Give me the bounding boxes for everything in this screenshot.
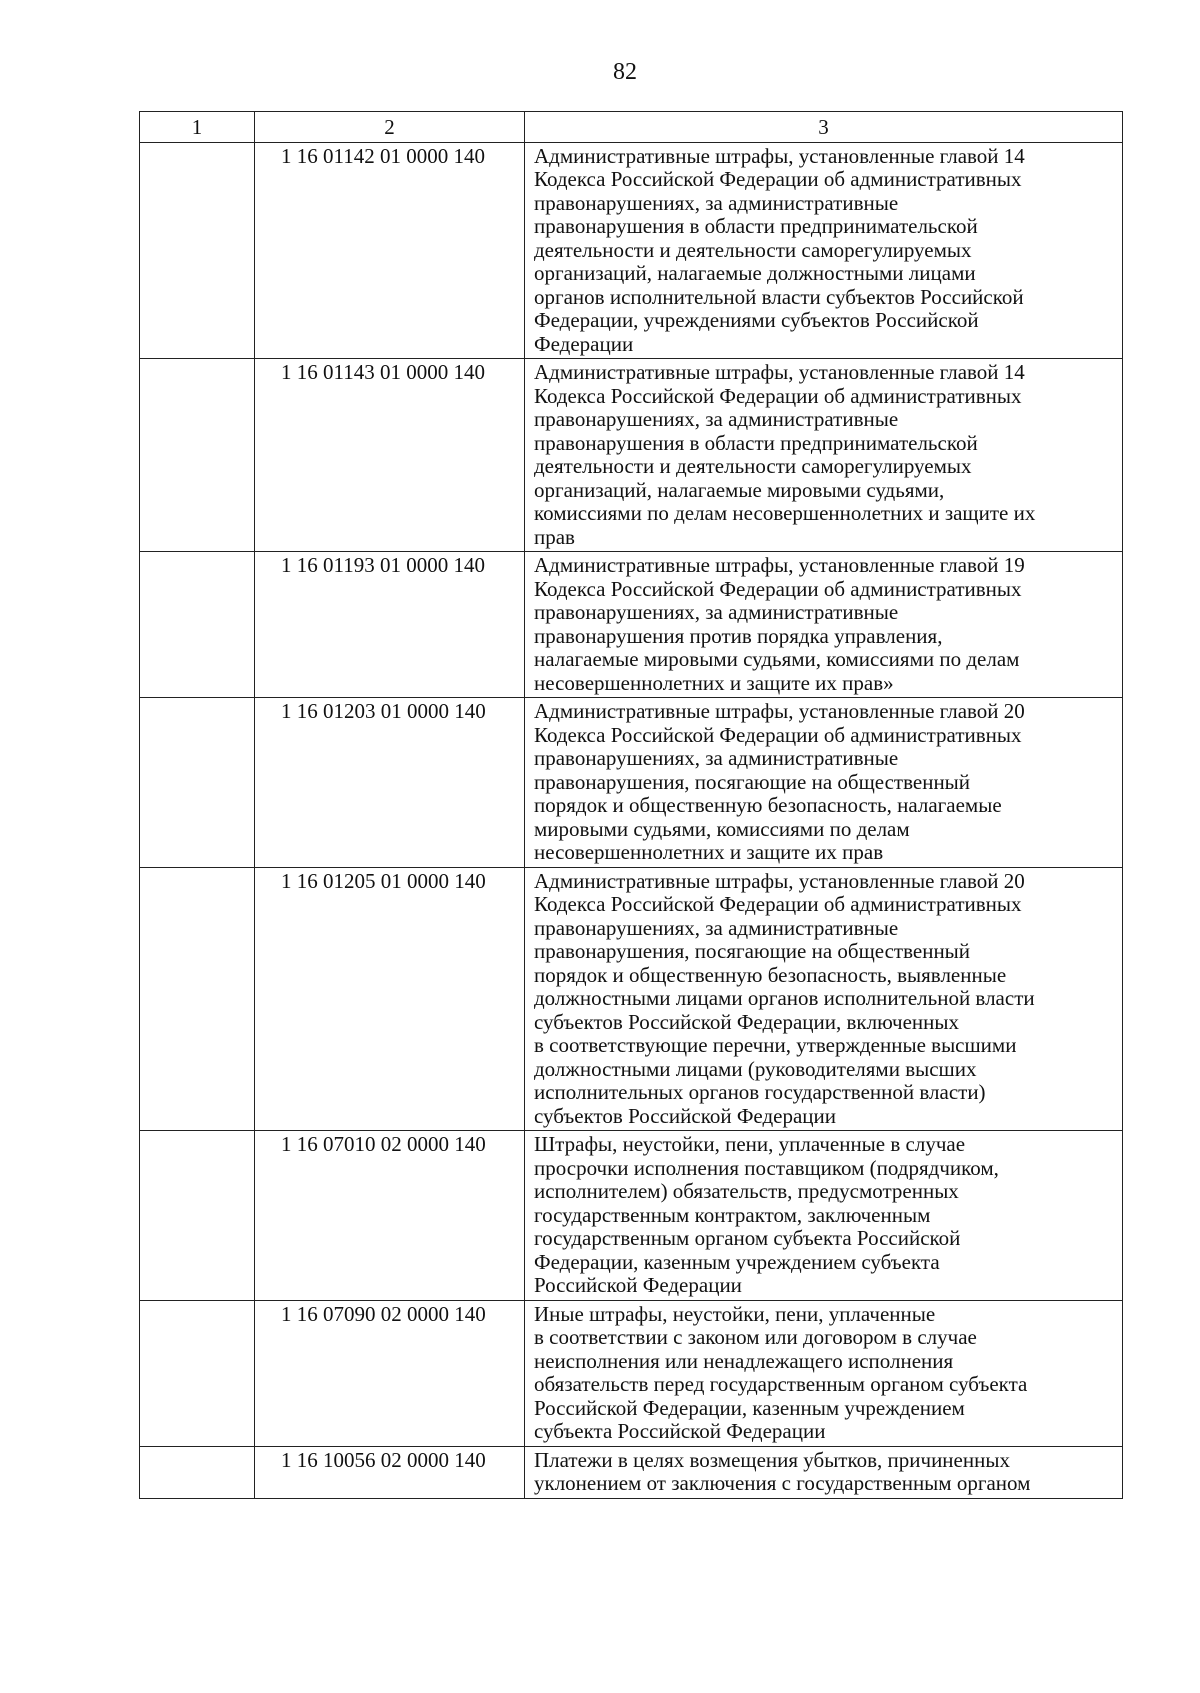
budget-code-cell: 1 16 07010 02 0000 140 [255,1131,525,1301]
description-line: правонарушениях, за административные [534,407,899,431]
table-body [140,142,1123,1498]
row-column-1-cell [140,1131,255,1301]
description-line: деятельности и деятельности саморегулируемых [534,454,972,478]
description-line: Федерации, казенным учреждением субъекта [534,1249,940,1274]
description-line: в соответствующие перечни, утвержденные высшими [534,1033,1017,1057]
description-line: исполнительных органов государственной власти) [534,1080,986,1104]
description-line: комиссиями по делам несовершеннолетних и защите их [534,501,1036,525]
description-line: уклонением от заключения с государственным органом [534,1471,1031,1495]
row-column-1-cell [140,867,255,1131]
description-line: должностными лицами (руководителями высших [534,1056,977,1081]
row-column-1-cell [140,1446,255,1498]
description-line: налагаемые мировыми судьями, комиссиями по делам [534,647,1020,671]
description-line: Кодекса Российской Федерации об административных [534,722,1022,747]
row-column-1-cell [140,142,255,359]
description-line: правонарушениях, за административные [534,600,899,624]
budget-code-cell: 1 16 07090 02 0000 140 [255,1300,525,1446]
description-cell [525,359,1123,552]
description-cell [525,1300,1123,1446]
row-column-1-cell [140,698,255,868]
table-row [140,1300,1123,1446]
budget-code-cell: 1 16 01205 01 0000 140 [255,867,525,1131]
description-line: порядок и общественную безопасность, выявленные [534,962,1007,987]
table-row [140,359,1123,552]
description-line: Кодекса Российской Федерации об административных [534,167,1022,191]
description-line: Федерации, учреждениями субъектов Российской [534,308,979,332]
description-line: мировыми судьями, комиссиями по делам [534,816,910,841]
description-line: органов исполнительной власти субъектов Российской [534,284,1024,309]
description-line: Иные штрафы, неустойки, пени, уплаченные [534,1301,936,1326]
description-line: Административные штрафы, установленные главой 14 [534,360,1025,384]
description-cell [525,142,1123,359]
description-line: обязательств перед государственным органом субъекта [534,1372,1028,1396]
description-line: Кодекса Российской Федерации об административных [534,383,1022,408]
table-row [140,1131,1123,1301]
description-line: Платежи в целях возмещения убытков, причиненных [534,1447,1010,1472]
description-line: Кодекса Российской Федерации об административных [534,892,1022,916]
description-line: Административные штрафы, установленные главой 19 [534,553,1025,577]
description-cell [525,1131,1123,1301]
budget-code-cell: 1 16 01193 01 0000 140 [255,552,525,698]
description-line: Административные штрафы, установленные главой 20 [534,699,1025,723]
description-cell [525,867,1123,1131]
description-line: Российской Федерации, казенным учреждением [534,1395,965,1420]
budget-code-cell: 1 16 01142 01 0000 140 [255,142,525,359]
table-row [140,142,1123,359]
description-line: правонарушениях, за административные [534,190,899,215]
description-line: в соответствии с законом или договором в случае [534,1325,977,1349]
description-line: правонарушения, посягающие на общественный [534,769,971,794]
description-line: неисполнения или ненадлежащего исполнения [534,1348,954,1373]
description-line: государственным контрактом, заключенным [534,1202,931,1227]
description-line: несовершеннолетних и защите их прав» [534,670,894,695]
description-line: порядок и общественную безопасность, налагаемые [534,793,1002,817]
description-line: Кодекса Российской Федерации об административных [534,576,1022,601]
description-line: исполнителем) обязательств, предусмотренных [534,1179,959,1203]
table-row [140,698,1123,868]
table-header-row [140,112,1123,143]
page-number: 82 [613,59,637,85]
description-line: должностными лицами органов исполнительной власти [534,986,1035,1010]
revenue-codes-table [139,111,1123,1499]
description-line: организаций, налагаемые мировыми судьями, [534,477,945,502]
description-line: правонарушениях, за административные [534,746,899,770]
table-row [140,1446,1123,1498]
description-line: Административные штрафы, установленные главой 14 [534,143,1025,168]
description-cell [525,698,1123,868]
description-line: субъектов Российской Федерации, включенных [534,1009,959,1034]
description-line: несовершеннолетних и защите их прав [534,840,884,864]
description-line: просрочки исполнения поставщиком (подрядчиком, [534,1155,999,1180]
column-header-2: 2 [255,112,525,143]
description-line: организаций, налагаемые должностными лицами [534,261,976,285]
description-line: Российской Федерации [534,1273,742,1297]
description-line: правонарушения в области предпринимательской [534,214,978,238]
description-line: правонарушения, посягающие на общественный [534,939,971,963]
budget-code-cell: 1 16 01203 01 0000 140 [255,698,525,868]
row-column-1-cell [140,552,255,698]
column-header-1: 1 [140,112,255,143]
description-line: правонарушения в области предпринимательской [534,430,978,455]
row-column-1-cell [140,1300,255,1446]
description-line: Административные штрафы, установленные главой 20 [534,868,1025,893]
budget-code-cell: 1 16 10056 02 0000 140 [255,1446,525,1498]
table-row [140,552,1123,698]
description-line: Федерации [534,331,634,356]
description-line: правонарушениях, за административные [534,915,899,940]
description-line: государственным органом субъекта Российской [534,1226,961,1250]
description-line: субъекта Российской Федерации [534,1419,826,1443]
description-cell [525,1446,1123,1498]
table-row [140,867,1123,1131]
column-header-3: 3 [525,112,1123,143]
description-line: прав [534,524,575,549]
description-line: субъектов Российской Федерации [534,1103,837,1128]
description-cell [525,552,1123,698]
description-line: правонарушения против порядка управления, [534,623,943,648]
row-column-1-cell [140,359,255,552]
description-line: деятельности и деятельности саморегулируемых [534,237,972,262]
budget-code-cell: 1 16 01143 01 0000 140 [255,359,525,552]
description-line: Штрафы, неустойки, пени, уплаченные в случае [534,1132,966,1156]
